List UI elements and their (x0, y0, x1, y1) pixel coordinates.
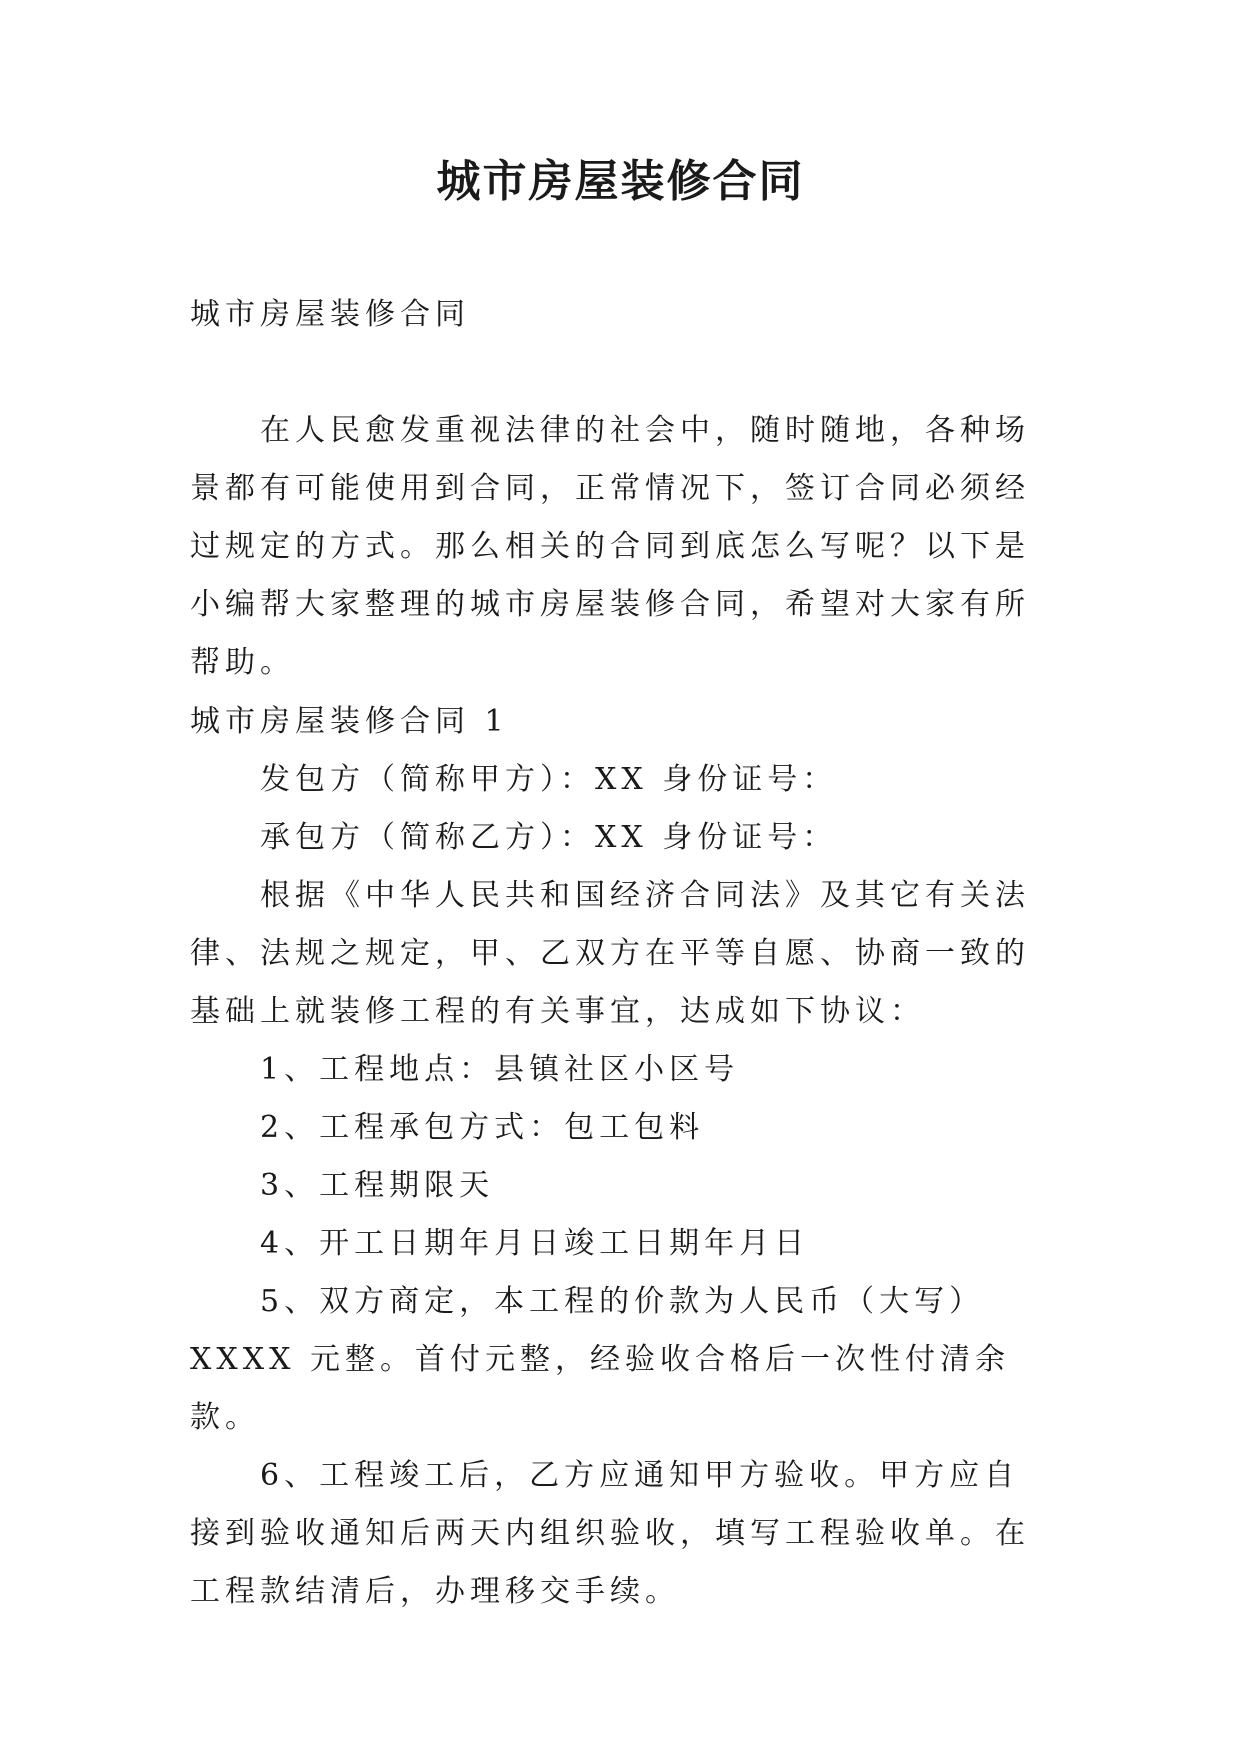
clause-item: 6、工程竣工后，乙方应通知甲方验收。甲方应自接到验收通知后两天内组织验收，填写工程验收单。在工程款结清后，办理移交手续。 (190, 1458, 1030, 1609)
clause-item: 5、双方商定，本工程的价款为人民币（大写）XXXX 元整。首付元整，经验收合格后一次性付清余款。 (190, 1284, 1010, 1435)
clause-item: 3、工程期限天 (260, 1168, 495, 1203)
clause-item: 4、开工日期年月日竣工日期年月日 (260, 1226, 810, 1261)
contract-section (190, 693, 1052, 1621)
clause-item: 2、工程承包方式：包工包料 (260, 1110, 705, 1145)
document-subtitle: 城市房屋装修合同 (190, 297, 470, 332)
section-heading: 城市房屋装修合同 1 (190, 704, 509, 739)
intro-paragraph: 在人民愈发重视法律的社会中，随时随地，各种场景都有可能使用到合同，正常情况下，签订合同必须经过规定的方式。那么相关的合同到底怎么写呢？以下是小编帮大家整理的城市房屋装修合同，希望对大家有所帮助。 (190, 413, 1030, 680)
legal-basis-paragraph: 根据《中华人民共和国经济合同法》及其它有关法律、法规之规定，甲、乙双方在平等自愿、协商一致的基础上就装修工程的有关事宜，达成如下协议： (190, 878, 1030, 1029)
clause-item: 1、工程地点：县镇社区小区号 (260, 1052, 740, 1087)
document-title: 城市房屋装修合同 (436, 156, 805, 207)
party-b-line: 承包方（简称乙方）：XX 身份证号： (260, 820, 838, 855)
party-a-line: 发包方（简称甲方）：XX 身份证号： (260, 762, 838, 797)
